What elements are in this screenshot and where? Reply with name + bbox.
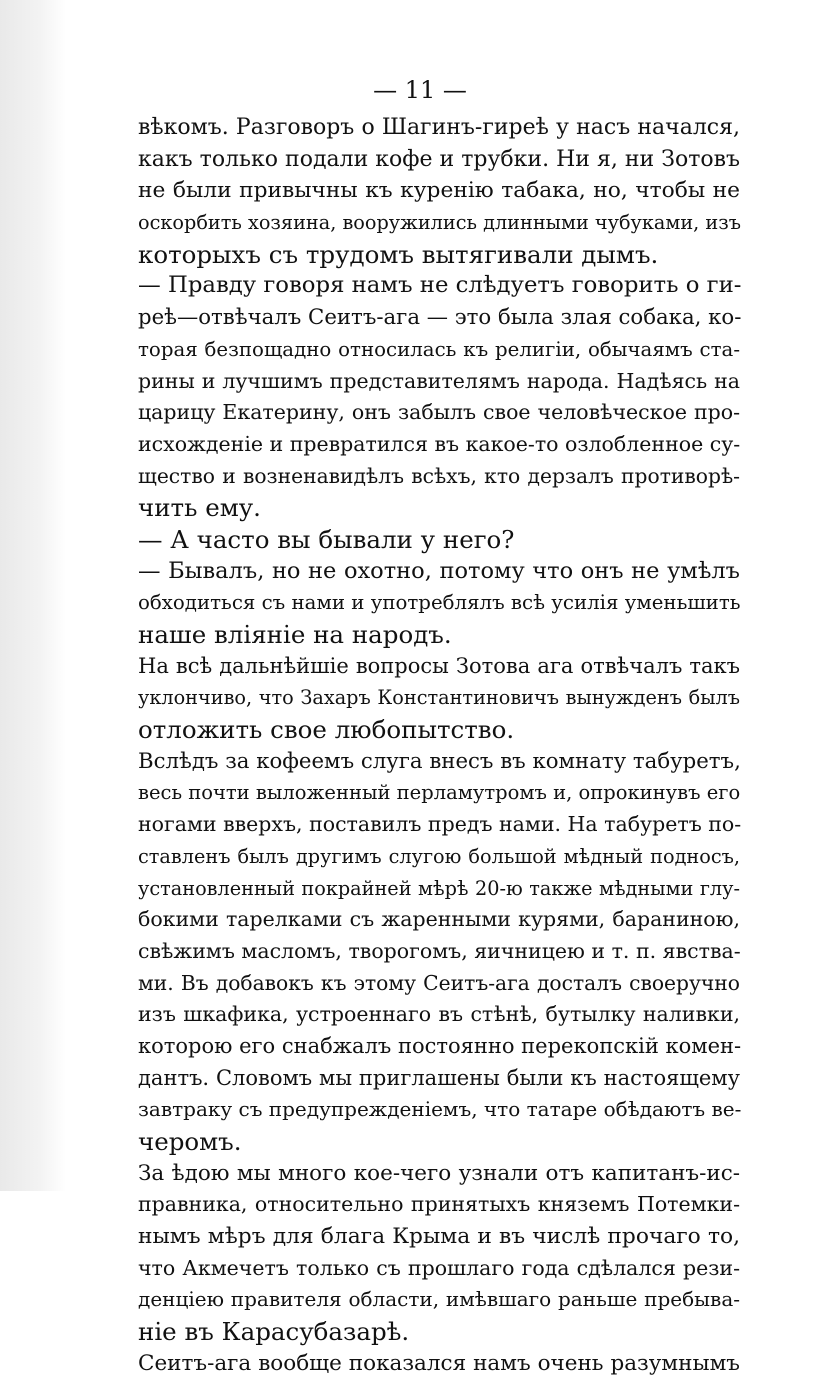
page-number-header: — 11 —	[373, 76, 467, 104]
text-line: чить ему.	[138, 493, 261, 523]
text-line: изъ шкафика, устроеннаго въ стѣнѣ, бутылку наливки,	[138, 1002, 740, 1027]
text-line: Сеитъ-ага вообще показался намъ очень разумнымъ	[138, 1350, 740, 1376]
text-line: оскорбить хозяина, вооружились длинными чубуками, изъ	[138, 211, 742, 235]
text-line: которою его снабжалъ постоянно перекопскій комен-	[138, 1033, 742, 1058]
text-line: нымъ мѣръ для блага Крыма и въ числѣ прочаго то,	[138, 1224, 740, 1250]
text-line: реѣ—отвѣчалъ Сеитъ-ага — это была злая собака, ко-	[138, 305, 742, 331]
text-line: которыхъ съ трудомъ вытягивали дымъ.	[138, 239, 659, 269]
text-line: ставленъ былъ другимъ слугою большой мѣдный подносъ,	[138, 844, 740, 868]
text-line: — А часто вы бывали у него?	[138, 524, 515, 554]
scan-shadow-edge	[0, 0, 66, 1191]
text-line: — Правду говоря намъ не слѣдуетъ говорить о ги-	[138, 272, 742, 299]
text-line: какъ только подали кофе и трубки. Ни я, ни Зотовъ	[138, 146, 740, 172]
page-body-text	[138, 112, 740, 1380]
text-line: свѣжимъ масломъ, творогомъ, яичницею и т. п. явства-	[138, 938, 741, 963]
text-line: щество и возненавидѣлъ всѣхъ, кто дерзалъ противорѣ-	[138, 463, 740, 488]
text-line: вѣкомъ. Разговоръ о Шагинъ-гиреѣ у насъ начался,	[138, 115, 740, 140]
text-line: завтраку съ предупрежденіемъ, что татаре обѣдаютъ ве-	[138, 1097, 742, 1122]
text-line: торая безпощадно относилась къ религіи, обычаямъ ста-	[138, 337, 740, 361]
text-line: денціею правителя области, имѣвшаго раньше пребыва-	[138, 1287, 740, 1312]
text-line: На всѣ дальнѣйшіе вопросы Зотова ага отвѣчалъ такъ	[138, 653, 740, 678]
text-line: За ѣдою мы много кое-чего узнали отъ капитанъ-ис-	[138, 1160, 740, 1186]
text-line: рины и лучшимъ представителямъ народа. Надѣясь на	[138, 368, 740, 393]
text-line: наше вліяніе на народъ.	[138, 620, 452, 649]
text-line: — Бывалъ, но не охотно, потому что онъ не умѣлъ	[138, 557, 740, 584]
text-line: царицу Екатерину, онъ забылъ свое человѣческое про-	[138, 400, 740, 425]
text-line: весь почти выложенный перламутромъ и, опрокинувъ его	[138, 781, 741, 805]
text-line: установленный покрайней мѣрѣ 20-ю также мѣдными глу-	[138, 876, 740, 900]
text-line: что Акмечетъ только съ прошлаго года сдѣлался рези-	[138, 1255, 740, 1280]
text-line: дантъ. Словомъ мы приглашены были къ настоящему	[138, 1065, 740, 1090]
text-line: обходиться съ нами и употреблялъ всѣ усилія уменьшить	[138, 591, 741, 615]
text-line: отложить свое любопытство.	[138, 715, 515, 745]
text-line: Вслѣдъ за кофеемъ слуга внесъ въ комнату табуретъ,	[138, 748, 741, 774]
text-line: бокими тарелками съ жаренными курями, бараниною,	[138, 907, 740, 932]
text-line: ми. Въ добавокъ къ этому Сеитъ-ага досталъ своеручно	[138, 970, 740, 995]
text-line: черомъ.	[138, 1127, 242, 1156]
text-line: исхожденіе и превратился въ какое-то озлобленное су-	[138, 431, 741, 456]
text-line: ногами вверхъ, поставилъ предъ нами. На табуретъ по-	[138, 812, 742, 837]
text-line: ніе въ Карасубазарѣ.	[138, 1317, 410, 1347]
text-line: правника, относительно принятыхъ княземъ Потемки-	[138, 1192, 740, 1217]
text-line: не были привычны къ куренію табака, но, чтобы не	[138, 178, 740, 204]
text-line: уклончиво, что Захаръ Константиновичъ вынужденъ былъ	[138, 686, 740, 710]
